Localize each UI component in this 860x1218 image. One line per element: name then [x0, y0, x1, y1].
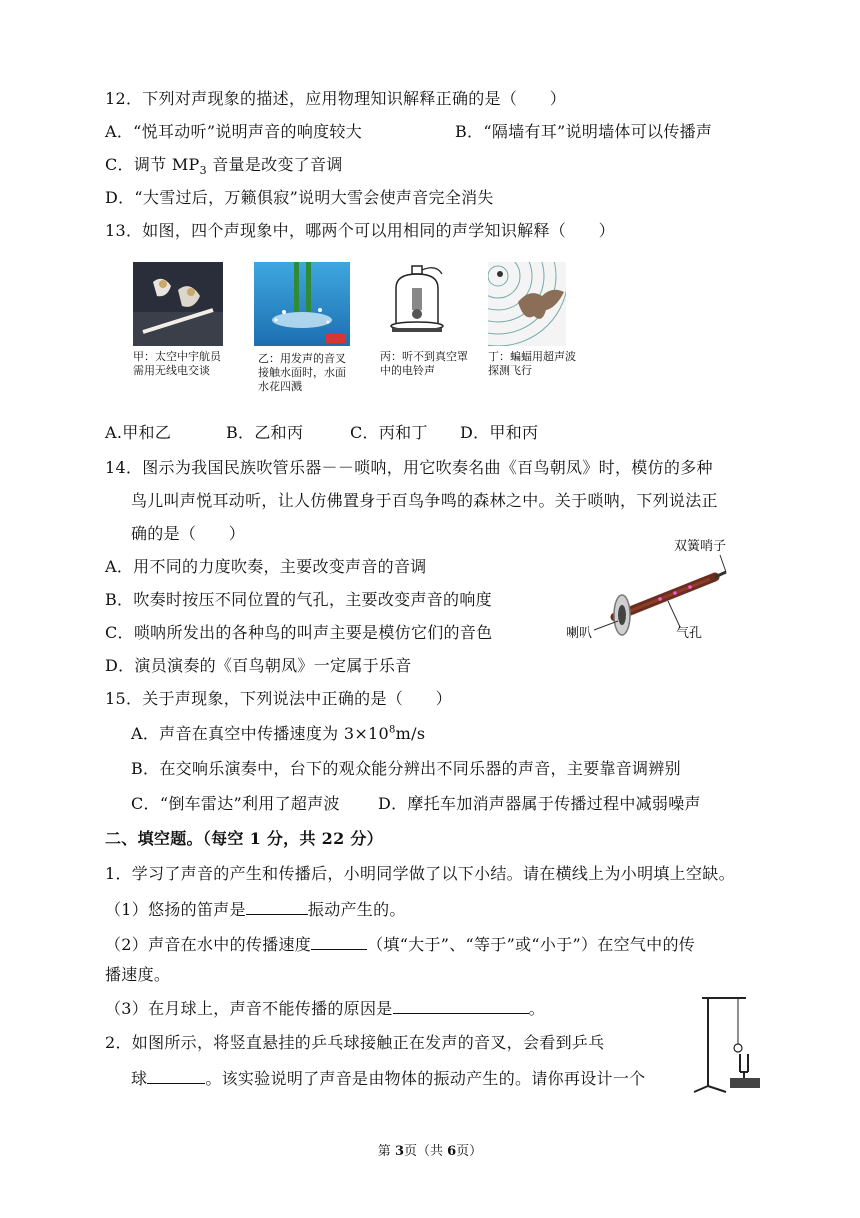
tuning-fork-water-photo [254, 262, 350, 346]
caption-ding: 丁：蝙蝠用超声波探测飞行 [488, 350, 576, 377]
f2-line1: 2．如图所示，将竖直悬挂的乒乓球接触正在发声的音叉，会看到乒乓 [105, 1033, 605, 1052]
q15-stem: 15．关于声现象，下列说法中正确的是（ ） [105, 689, 452, 708]
suona-label-hole: 气孔 [676, 626, 703, 641]
q12-option-c: C．调节 $MP_3$ 音量是改变了音调 [105, 155, 343, 178]
q15-option-c: C．“倒车雷达”利用了超声波 [131, 794, 340, 813]
f1-blank2[interactable] [311, 933, 367, 950]
q15-option-d: D．摩托车加消声器属于传播过程中减弱噪声 [378, 794, 701, 813]
q15-option-b: B．在交响乐演奏中，台下的观众能分辨出不同乐器的声音，主要靠音调辨别 [131, 759, 681, 778]
q12-option-b: B．“隔墙有耳”说明墙体可以传播声 [455, 122, 713, 141]
astronauts-photo [133, 262, 223, 346]
f2-line2: 球 。该实验说明了声音是由物体的振动产生的。请你再设计一个 [131, 1069, 646, 1088]
q12-option-a: A．“悦耳动听”说明声音的响度较大 [105, 122, 363, 141]
q15-option-a: A．声音在真空中传播速度为 $3\times 10^8m/s$ [131, 724, 426, 743]
bat-ultrasound-figure [488, 262, 566, 346]
f1-blank1[interactable] [246, 898, 308, 915]
q13-option-b: B．乙和丙 [226, 423, 304, 442]
f1-part2: （2）声音在水中的传播速度 （填“大于”、“等于”或“小于”）在空气中的传 [105, 935, 696, 954]
f1-stem: 1．学习了声音的产生和传播后，小明同学做了以下小结。请在横线上为小明填上空缺。 [105, 864, 735, 883]
bell-jar-figure [382, 262, 448, 338]
caption-jia: 甲：太空中宇航员需用无线电交谈 [133, 350, 221, 377]
q14-option-a: A．用不同的力度吹奏，主要改变声音的音调 [105, 557, 427, 576]
q14-stem-line2: 鸟儿叫声悦耳动听，让人仿佛置身于百鸟争鸣的森林之中。关于唢呐，下列说法正 [131, 491, 718, 510]
f2-blank1[interactable] [147, 1067, 205, 1084]
q13-option-d: D．甲和丙 [460, 423, 539, 442]
q13-stem: 13．如图，四个声现象中，哪两个可以用相同的声学知识解释（ ） [105, 221, 615, 240]
q14-option-d: D．演员演奏的《百鸟朝凤》一定属于乐音 [105, 656, 412, 675]
q12-stem: 12．下列对声现象的描述，应用物理知识解释正确的是（ ） [105, 89, 567, 108]
section2-title: 二、填空题。（每空 1 分，共 22 分） [105, 829, 383, 848]
q14-stem-line3: 确的是（ ） [131, 524, 246, 543]
q12-option-d: D．“大雪过后，万籁俱寂”说明大雪会使声音完全消失 [105, 188, 494, 207]
caption-bing: 丙：听不到真空罩中的电铃声 [380, 350, 468, 377]
caption-yi: 乙：用发声的音叉接触水面时，水面水花四溅 [258, 352, 346, 393]
f1-blank3[interactable] [393, 997, 529, 1014]
q14-option-b: B．吹奏时按压不同位置的气孔，主要改变声音的响度 [105, 590, 492, 609]
f1-part2-cont: 播速度。 [105, 965, 171, 984]
page-footer: 第 3页（共 6页） [377, 1144, 483, 1159]
suona-label-reed: 双簧哨子 [674, 539, 727, 554]
f1-part3: （3）在月球上，声音不能传播的原因是 。 [105, 999, 545, 1018]
q14-stem-line1: 14．图示为我国民族吹管乐器－－唢呐，用它吹奏名曲《百鸟朝凤》时，模仿的多种 [105, 458, 713, 477]
f1-part1: （1）悠扬的笛声是 振动产生的。 [105, 900, 406, 919]
q13-option-c: C．丙和丁 [350, 423, 428, 442]
suona-label-bell: 喇叭 [566, 626, 593, 641]
q13-option-a: A.甲和乙 [105, 423, 172, 442]
q14-option-c: C．唢呐所发出的各种鸟的叫声主要是模仿它们的音色 [105, 623, 493, 642]
pingpong-tuning-fork-figure [688, 990, 770, 1096]
